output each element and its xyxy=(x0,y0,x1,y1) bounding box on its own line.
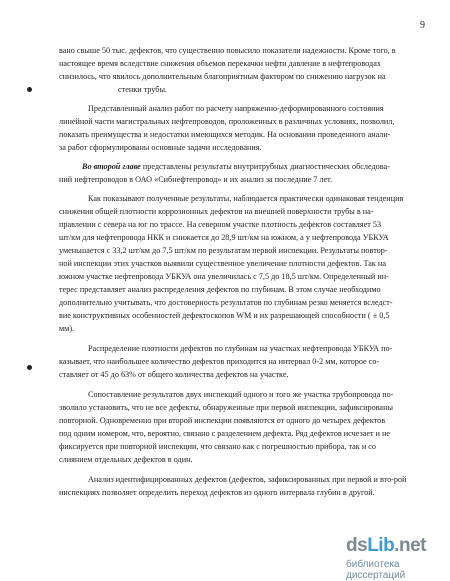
dslib-subtitle: библиотека диссертаций xyxy=(346,559,406,581)
text-line: южном участке нефтепровода УБКУА она увеличилась с 7,5 до 18,5 шт/км. Определенный ин- xyxy=(59,272,389,281)
text-line: шт/км для нефтепровода НКК и снижается до 28,9 шт/км на южном, а у нефтепровода УБКУА xyxy=(59,233,389,242)
text-line: показать преимущества и недостатки имеющихся методик. На основании проведенного анали- xyxy=(59,130,391,139)
text-line: за работ сформулированы основные задачи исследования. xyxy=(59,143,262,152)
text-fragment: представлены результаты внутритрубных диагностических обследова- xyxy=(140,162,390,171)
text-line: фиксируется при повторной инспекции, что связано как с погрешностью прибора, так и со xyxy=(59,442,376,451)
text-line: ставляет от 45 до 63% от общего количества дефектов на участке. xyxy=(59,370,289,379)
text-line: настоящее время вследствие снижения объемов перекачки нефти давление в нефтепроводах xyxy=(59,59,381,68)
text-line: правлении с севера на юг по трассе. На северном участке плотность дефектов составляет 53 xyxy=(59,220,382,229)
text-line: Представленный анализ работ по расчету напряженно-деформированного состояния xyxy=(88,104,384,113)
text-line: стенки трубы. xyxy=(118,85,167,94)
text-line: инспекциях позволяет определить переход дефектов из одного интервала глубин в другой. xyxy=(59,488,375,497)
text-line: Анализ идентифицированных дефектов (дефектов, зафиксированных при первой и вто-рой xyxy=(88,475,407,484)
text-line: линейной части магистральных нефтепроводов, проложенных в различных условиях, позволил, xyxy=(59,117,395,126)
text-line: дополнительно учитывать, что достоверность результатов по глубинам резко меняется вследст- xyxy=(59,298,393,307)
text-line: казывает, что наибольшее количество дефектов приходится на интервал 0-2 мм, которое со- xyxy=(59,357,380,366)
dslib-logo: dsLib.net xyxy=(346,535,426,556)
text-line: под одним номером, что, вероятно, связано с разделением дефекта. Ряд дефектов исчезает и не xyxy=(59,429,391,438)
text-line: Как показывают полученные результаты, наблюдается практически одинаковая тенденция xyxy=(88,194,404,203)
text-line: терес представляет анализ распределения дефектов по глубинам. В этом случае необходимо xyxy=(59,285,381,294)
text-line xyxy=(82,161,390,172)
text-line: вано свыше 50 тыс. дефектов, что существенно повысило показатели надежности. Кроме того, в xyxy=(59,46,396,55)
dslib-watermark xyxy=(346,535,450,579)
chapter-reference: Во второй главе xyxy=(82,162,141,171)
left-margin-bullet xyxy=(27,87,32,92)
text-line: Распределение плотности дефектов по глубинам на участках нефтепровода УБКУА по- xyxy=(88,344,393,353)
left-margin-bullet xyxy=(27,365,32,370)
text-line: вие конструктивных особенностей дефектоскопов WM и их разрешающей способности ( ± 0,5 xyxy=(59,311,390,320)
text-line: зволило установить, что не все дефекты, обнаруженные при первой инспекции, зафиксированы xyxy=(59,403,393,412)
text-line: мм). xyxy=(59,324,75,333)
text-line: снизилось, что явилось дополнительным благоприятным фактором по снижению нагрузок на xyxy=(59,72,386,81)
text-line: слиянием отдельных дефектов в один. xyxy=(59,455,193,464)
text-line: повторной. Одновременно при второй инспекции появляются от одного до четырех дефектов xyxy=(59,416,386,425)
page-number: 9 xyxy=(420,20,425,31)
text-line: ной инспекции этих участков выявили существенное увеличение плотности дефектов. Так на xyxy=(59,259,386,268)
text-line: Сопоставление результатов двух инспекций одного и того же участка трубопровода по- xyxy=(88,390,394,399)
text-line: уменьшается с 33,2 шт/км до 7,5 шт/км по результатам первой инспекции. Результаты повтор- xyxy=(59,246,388,255)
text-line: снижения общей плотности коррозионных дефектов на внешней поверхности трубы в на- xyxy=(59,207,374,216)
text-line: ний нефтепроводов в ОАО «Сибнефтепровод» и их анализ за последние 7 лет. xyxy=(59,175,333,184)
